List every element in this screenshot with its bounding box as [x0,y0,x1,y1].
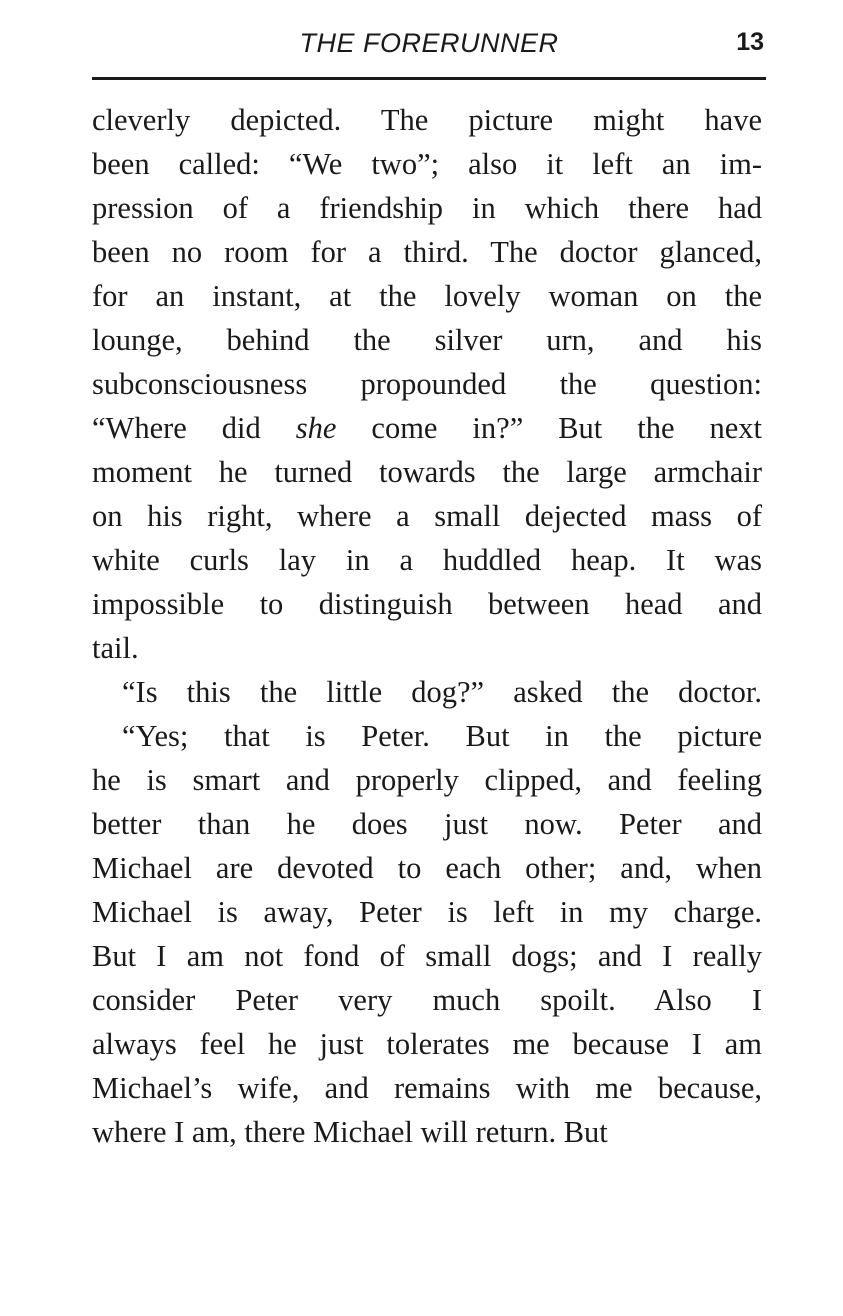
text-line: Michael is away, Peter is left in my charge. [92,895,762,929]
text-line: tail. [92,631,139,665]
text-line: cleverly depicted. The picture might have [92,103,762,137]
text-line: where I am, there Michael will return. But [92,1115,608,1149]
text-line: consider Peter very much spoilt. Also I [92,983,762,1017]
text-line: But I am not fond of small dogs; and I really [92,939,762,973]
running-title: THE FORERUNNER [299,28,559,58]
text-line: been no room for a third. The doctor glanced, [92,235,762,269]
text-line: white curls lay in a huddled heap. It was [92,543,762,577]
text-line: lounge, behind the silver urn, and his [92,323,762,357]
text-line: “Yes; that is Peter. But in the picture [122,719,762,753]
text-line: better than he does just now. Peter and [92,807,762,841]
running-head [92,28,766,72]
text-line: always feel he just tolerates me because I am [92,1027,762,1061]
text-line: he is smart and properly clipped, and feeling [92,763,762,797]
text-line: subconsciousness propounded the question: [92,367,762,401]
text-line: Michael are devoted to each other; and, when [92,851,762,885]
text-line: for an instant, at the lovely woman on the [92,279,762,313]
text-line: on his right, where a small dejected mass of [92,499,762,533]
page-number: 13 [736,28,764,56]
header-rule [92,77,766,80]
text-line: impossible to distinguish between head and [92,587,762,621]
text-line: Michael’s wife, and remains with me because, [92,1071,762,1105]
text-line: pression of a friendship in which there had [92,191,762,225]
text-line: been called: “We two”; also it left an im- [92,147,762,181]
body-text [92,98,762,1154]
text-line: moment he turned towards the large armchair [92,455,762,489]
text-line: “Is this the little dog?” asked the doctor. [122,675,762,709]
text-line: “Where did she come in?” But the next [92,411,762,445]
